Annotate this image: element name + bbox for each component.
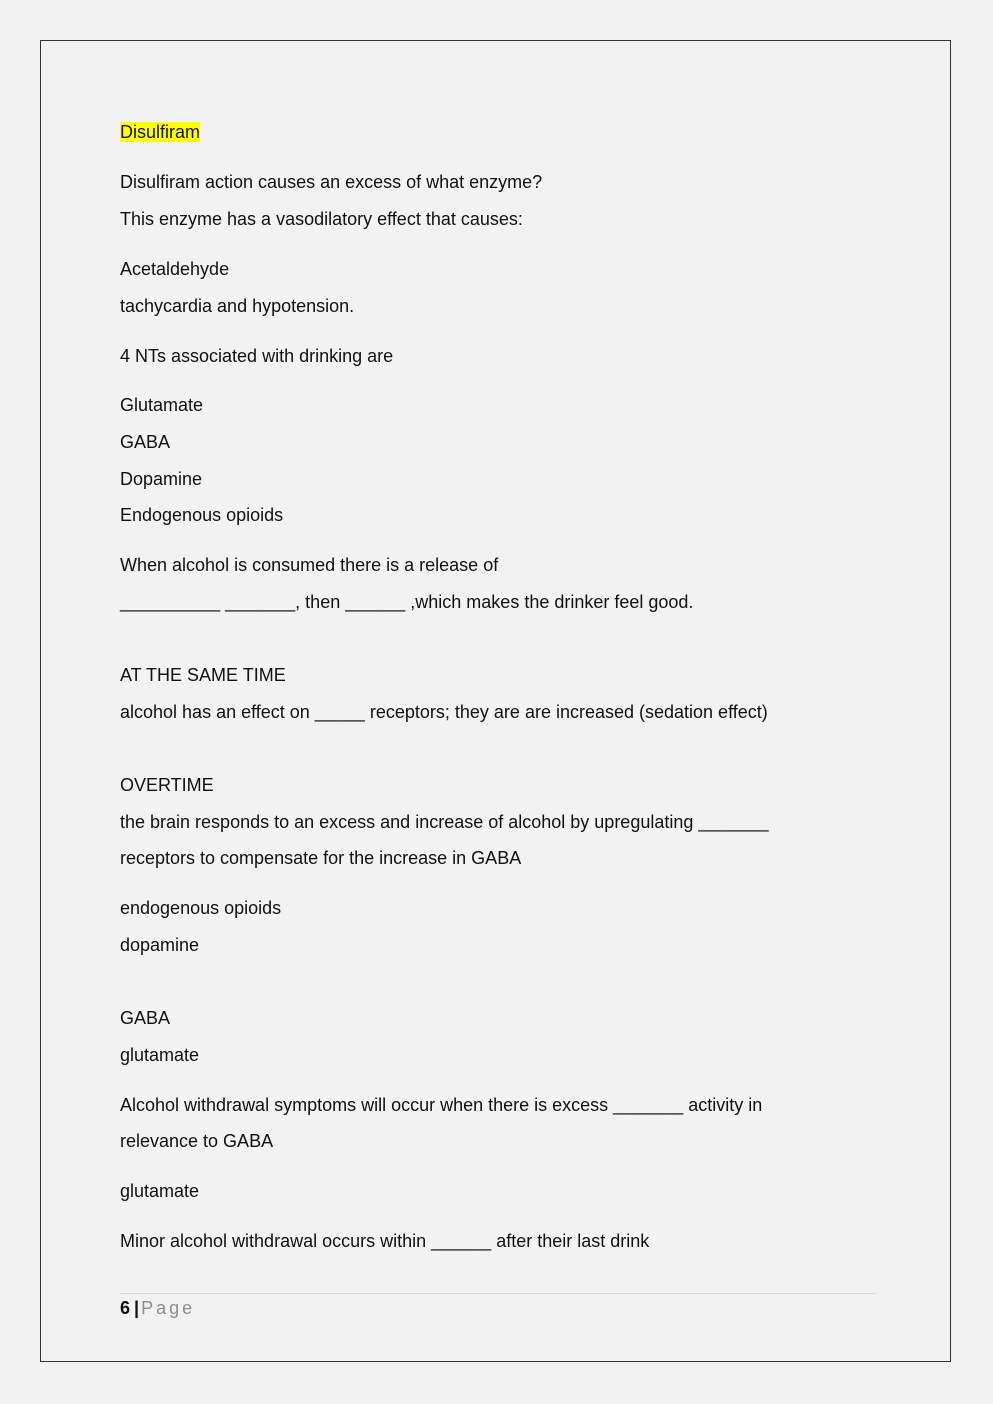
page-word: Page [141, 1298, 196, 1318]
answer-text: GABA [120, 1008, 171, 1028]
question-text: When alcohol is consumed there is a release of [120, 555, 499, 575]
question-text: This enzyme has a vasodilatory effect that causes: [120, 209, 523, 229]
answer-text: Glutamate [120, 395, 204, 415]
footer-divider [120, 1293, 876, 1294]
question-text: Minor alcohol withdrawal occurs within ______ after their last drink [120, 1231, 650, 1251]
question-text: relevance to GABA [120, 1131, 274, 1151]
document-page [40, 40, 951, 1362]
question-text: Alcohol withdrawal symptoms will occur when there is excess _______ activity in [120, 1095, 763, 1115]
answer-text: tachycardia and hypotension. [120, 296, 355, 316]
answer-text: Endogenous opioids [120, 505, 284, 525]
section-label: OVERTIME [120, 775, 214, 795]
question-text: alcohol has an effect on _____ receptors; they are are increased (sedation effect) [120, 702, 768, 722]
question-text: the brain responds to an excess and increase of alcohol by upregulating _______ [120, 812, 769, 832]
question-text: receptors to compensate for the increase in GABA [120, 848, 522, 868]
answer-text: glutamate [120, 1181, 200, 1201]
page-number: 6 [120, 1298, 131, 1318]
question-text: __________ _______, then ______ ,which makes the drinker feel good. [120, 592, 694, 612]
question-text: 4 NTs associated with drinking are [120, 346, 394, 366]
answer-text: Dopamine [120, 469, 203, 489]
answer-text: dopamine [120, 935, 200, 955]
section-label: AT THE SAME TIME [120, 665, 286, 685]
question-text: Disulfiram action causes an excess of what enzyme? [120, 172, 543, 192]
answer-text: Acetaldehyde [120, 259, 230, 279]
answer-text: glutamate [120, 1045, 200, 1065]
answer-text: GABA [120, 432, 171, 452]
highlighted-heading: Disulfiram [120, 122, 201, 142]
footer-separator: | [134, 1298, 140, 1318]
answer-text: endogenous opioids [120, 898, 282, 918]
heading-line [120, 121, 200, 143]
page-footer [120, 1297, 195, 1319]
